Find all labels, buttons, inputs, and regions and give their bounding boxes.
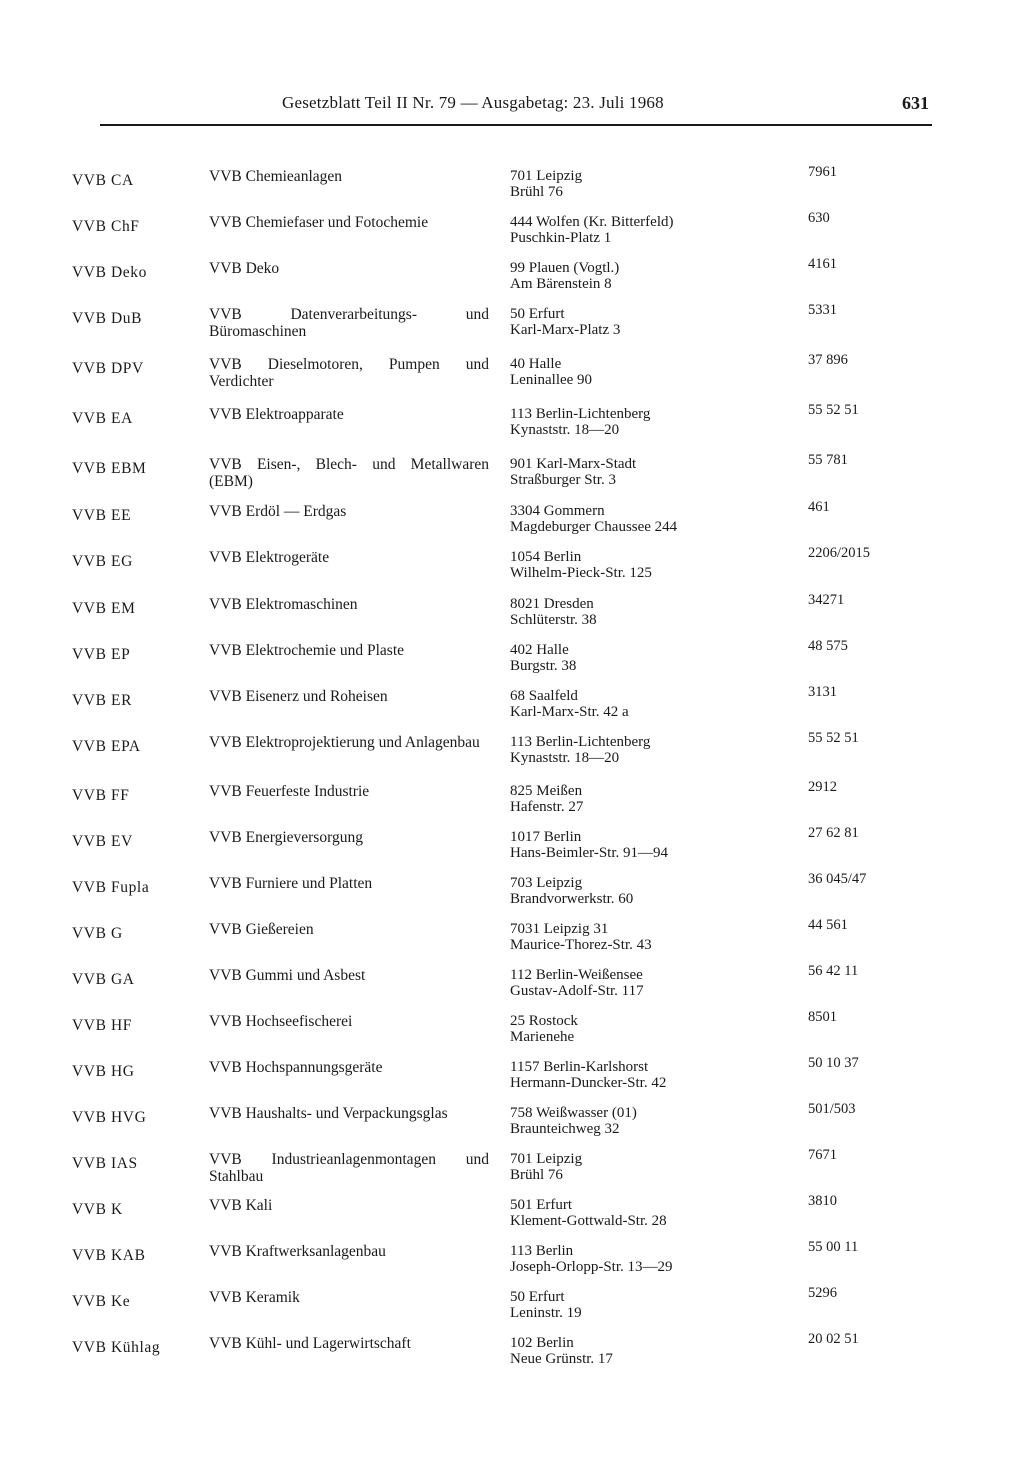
address-city: 701 Leipzig: [510, 168, 583, 184]
row-abbreviation: VVB K: [72, 1201, 123, 1218]
address-city: 113 Berlin: [510, 1243, 574, 1259]
address-street: Kynaststr. 18—20: [510, 422, 620, 438]
row-name: VVB Elektroapparate: [209, 406, 344, 423]
table-row: [0, 256, 1024, 306]
row-name: VVB Industrieanlagenmontagen und Stahlbau: [209, 1151, 489, 1185]
table-row: [0, 592, 1024, 642]
row-abbreviation: VVB GA: [72, 971, 135, 988]
address-street: Leninstr. 19: [510, 1305, 582, 1321]
row-phone: 5296: [808, 1285, 837, 1301]
table-row: [0, 917, 1024, 967]
row-address: [510, 260, 770, 292]
row-abbreviation: VVB ChF: [72, 218, 140, 235]
header-title: Gesetzblatt Teil II Nr. 79 — Ausgabetag: 23. Juli 1968: [282, 93, 664, 112]
address-city: 113 Berlin-Lichtenberg: [510, 734, 651, 750]
address-street: Brühl 76: [510, 1167, 563, 1183]
row-address: [510, 596, 770, 628]
address-street: Burgstr. 38: [510, 658, 577, 674]
row-abbreviation: VVB EBM: [72, 460, 147, 477]
address-city: 40 Halle: [510, 356, 562, 372]
table-row: [0, 1055, 1024, 1105]
table-row: [0, 1239, 1024, 1289]
row-phone: 501/503: [808, 1101, 856, 1117]
row-abbreviation: VVB EV: [72, 833, 133, 850]
row-abbreviation: VVB CA: [72, 172, 134, 189]
address-street: Wilhelm-Pieck-Str. 125: [510, 565, 652, 581]
row-name: VVB Elektrogeräte: [209, 549, 330, 566]
row-address: [510, 783, 770, 815]
address-city: 68 Saalfeld: [510, 688, 578, 704]
row-address: [510, 306, 770, 338]
row-abbreviation: VVB DuB: [72, 310, 143, 327]
row-abbreviation: VVB Kühlag: [72, 1339, 161, 1356]
address-city: 1017 Berlin: [510, 829, 582, 845]
row-address: [510, 734, 770, 766]
row-phone: 44 561: [808, 917, 848, 933]
address-city: 825 Meißen: [510, 783, 583, 799]
address-street: Hermann-Duncker-Str. 42: [510, 1075, 667, 1091]
address-city: 25 Rostock: [510, 1013, 578, 1029]
table-row: [0, 1101, 1024, 1151]
row-phone: 55 781: [808, 452, 848, 468]
row-name: VVB Keramik: [209, 1289, 300, 1306]
row-address: [510, 549, 770, 581]
address-city: 102 Berlin: [510, 1335, 574, 1351]
address-street: Brühl 76: [510, 184, 563, 200]
table-row: [0, 1331, 1024, 1381]
row-address: [510, 967, 770, 999]
address-city: 99 Plauen (Vogtl.): [510, 260, 620, 276]
table-row: [0, 638, 1024, 688]
row-address: [510, 1335, 770, 1367]
row-name: VVB Chemiefaser und Fotochemie: [209, 214, 429, 231]
address-street: Gustav-Adolf-Str. 117: [510, 983, 644, 999]
page-number: 631: [902, 93, 929, 113]
row-name: VVB Deko: [209, 260, 280, 277]
row-phone: 8501: [808, 1009, 837, 1025]
row-name: VVB Eisen-, Blech- und Metallwaren (EBM): [209, 456, 489, 490]
table-row: [0, 779, 1024, 829]
row-name: VVB Gießereien: [209, 921, 314, 938]
address-city: 402 Halle: [510, 642, 569, 658]
row-name: VVB Feuerfeste Industrie: [209, 783, 370, 800]
row-address: [510, 1243, 770, 1275]
row-address: [510, 406, 770, 438]
row-phone: 56 42 11: [808, 963, 859, 979]
row-name: VVB Chemieanlagen: [209, 168, 343, 185]
table-row: [0, 1193, 1024, 1243]
row-abbreviation: VVB EG: [72, 553, 133, 570]
row-name: VVB Dieselmotoren, Pumpen und Verdichter: [209, 356, 489, 390]
address-street: Klement-Gottwald-Str. 28: [510, 1213, 667, 1229]
address-street: Hafenstr. 27: [510, 799, 584, 815]
table-row: [0, 1009, 1024, 1059]
address-street: Magdeburger Chaussee 244: [510, 519, 678, 535]
address-city: 7031 Leipzig 31: [510, 921, 609, 937]
address-street: Marienehe: [510, 1029, 575, 1045]
table-row: [0, 1285, 1024, 1335]
row-phone: 5331: [808, 302, 837, 318]
row-address: [510, 829, 770, 861]
row-abbreviation: VVB HF: [72, 1017, 133, 1034]
table-row: [0, 684, 1024, 734]
row-name: VVB Erdöl — Erdgas: [209, 503, 347, 520]
address-city: 901 Karl-Marx-Stadt: [510, 456, 637, 472]
table-row: [0, 302, 1024, 352]
row-address: [510, 1059, 770, 1091]
address-city: 50 Erfurt: [510, 306, 565, 322]
row-abbreviation: VVB Fupla: [72, 879, 150, 896]
address-city: 113 Berlin-Lichtenberg: [510, 406, 651, 422]
row-phone: 7961: [808, 164, 837, 180]
row-address: [510, 168, 770, 200]
table-row: [0, 545, 1024, 595]
address-city: 1157 Berlin-Karlshorst: [510, 1059, 649, 1075]
row-abbreviation: VVB EA: [72, 410, 133, 427]
address-city: 758 Weißwasser (01): [510, 1105, 637, 1121]
row-name: VVB Kühl- und Lagerwirtschaft: [209, 1335, 411, 1352]
row-phone: 2206/2015: [808, 545, 871, 561]
address-city: 112 Berlin-Weißensee: [510, 967, 643, 983]
row-address: [510, 921, 770, 953]
table-row: [0, 452, 1024, 502]
address-city: 444 Wolfen (Kr. Bitterfeld): [510, 214, 674, 230]
row-abbreviation: VVB HG: [72, 1063, 135, 1080]
row-phone: 27 62 81: [808, 825, 859, 841]
table-row: [0, 164, 1024, 214]
row-phone: 55 52 51: [808, 402, 859, 418]
row-abbreviation: VVB EE: [72, 507, 132, 524]
row-abbreviation: VVB EPA: [72, 738, 141, 755]
address-city: 50 Erfurt: [510, 1289, 565, 1305]
table-row: [0, 352, 1024, 402]
row-phone: 4161: [808, 256, 837, 272]
row-phone: 37 896: [808, 352, 848, 368]
table-row: [0, 210, 1024, 260]
row-address: [510, 688, 770, 720]
row-address: [510, 214, 770, 246]
table-row: [0, 871, 1024, 921]
row-name: VVB Kraftwerksanlagenbau: [209, 1243, 386, 1260]
row-name: VVB Gummi und Asbest: [209, 967, 366, 984]
row-phone: 34271: [808, 592, 845, 608]
address-street: Braunteichweg 32: [510, 1121, 620, 1137]
row-phone: 630: [808, 210, 830, 226]
row-name: VVB Hochspannungsgeräte: [209, 1059, 383, 1076]
row-phone: 7671: [808, 1147, 837, 1163]
row-name: VVB Haushalts- und Verpackungsglas: [209, 1105, 448, 1122]
table-row: [0, 1147, 1024, 1197]
address-street: Am Bärenstein 8: [510, 276, 612, 292]
address-street: Leninallee 90: [510, 372, 593, 388]
row-address: [510, 356, 770, 388]
address-street: Hans-Beimler-Str. 91—94: [510, 845, 669, 861]
row-name: VVB Energieversorgung: [209, 829, 363, 846]
address-street: Kynaststr. 18—20: [510, 750, 620, 766]
row-address: [510, 1013, 770, 1045]
row-abbreviation: VVB FF: [72, 787, 130, 804]
row-address: [510, 875, 770, 907]
row-abbreviation: VVB IAS: [72, 1155, 138, 1172]
address-city: 8021 Dresden: [510, 596, 594, 612]
row-phone: 3810: [808, 1193, 837, 1209]
row-abbreviation: VVB DPV: [72, 360, 144, 377]
row-abbreviation: VVB ER: [72, 692, 133, 709]
table-row: [0, 402, 1024, 452]
row-phone: 461: [808, 499, 830, 515]
row-name: VVB Datenverarbeitungs- und Büromaschinen: [209, 306, 489, 340]
row-phone: 50 10 37: [808, 1055, 859, 1071]
row-phone: 36 045/47: [808, 871, 867, 887]
row-abbreviation: VVB KAB: [72, 1247, 146, 1264]
address-city: 501 Erfurt: [510, 1197, 573, 1213]
row-address: [510, 1197, 770, 1229]
address-street: Schlüterstr. 38: [510, 612, 597, 628]
row-abbreviation: VVB EM: [72, 600, 136, 617]
table-row: [0, 963, 1024, 1013]
row-abbreviation: VVB Deko: [72, 264, 147, 281]
address-street: Maurice-Thorez-Str. 43: [510, 937, 652, 953]
row-phone: 3131: [808, 684, 837, 700]
row-name: VVB Elektrochemie und Plaste: [209, 642, 404, 659]
table-row: [0, 825, 1024, 875]
row-abbreviation: VVB G: [72, 925, 123, 942]
address-city: 1054 Berlin: [510, 549, 582, 565]
row-abbreviation: VVB Ke: [72, 1293, 131, 1310]
row-address: [510, 1151, 770, 1183]
row-address: [510, 456, 770, 488]
row-name: VVB Hochseefischerei: [209, 1013, 353, 1030]
row-address: [510, 642, 770, 674]
row-name: VVB Furniere und Platten: [209, 875, 373, 892]
address-street: Karl-Marx-Platz 3: [510, 322, 621, 338]
row-phone: 55 52 51: [808, 730, 859, 746]
table-row: [0, 499, 1024, 549]
row-abbreviation: VVB EP: [72, 646, 131, 663]
address-street: Straßburger Str. 3: [510, 472, 616, 488]
row-phone: 48 575: [808, 638, 848, 654]
address-city: 3304 Gommern: [510, 503, 605, 519]
row-name: VVB Elektromaschinen: [209, 596, 358, 613]
address-street: Puschkin-Platz 1: [510, 230, 612, 246]
row-phone: 20 02 51: [808, 1331, 859, 1347]
row-phone: 55 00 11: [808, 1239, 859, 1255]
address-city: 703 Leipzig: [510, 875, 583, 891]
row-phone: 2912: [808, 779, 837, 795]
address-street: Brandvorwerkstr. 60: [510, 891, 634, 907]
address-street: Karl-Marx-Str. 42 a: [510, 704, 629, 720]
row-address: [510, 1105, 770, 1137]
address-city: 701 Leipzig: [510, 1151, 583, 1167]
table-row: [0, 730, 1024, 780]
row-name: VVB Eisenerz und Roheisen: [209, 688, 388, 705]
address-street: Neue Grünstr. 17: [510, 1351, 613, 1367]
row-address: [510, 1289, 770, 1321]
address-street: Joseph-Orlopp-Str. 13—29: [510, 1259, 673, 1275]
row-address: [510, 503, 770, 535]
row-name: VVB Kali: [209, 1197, 273, 1214]
row-name: VVB Elektroprojektierung und Anlagenbau: [209, 734, 480, 751]
row-abbreviation: VVB HVG: [72, 1109, 147, 1126]
